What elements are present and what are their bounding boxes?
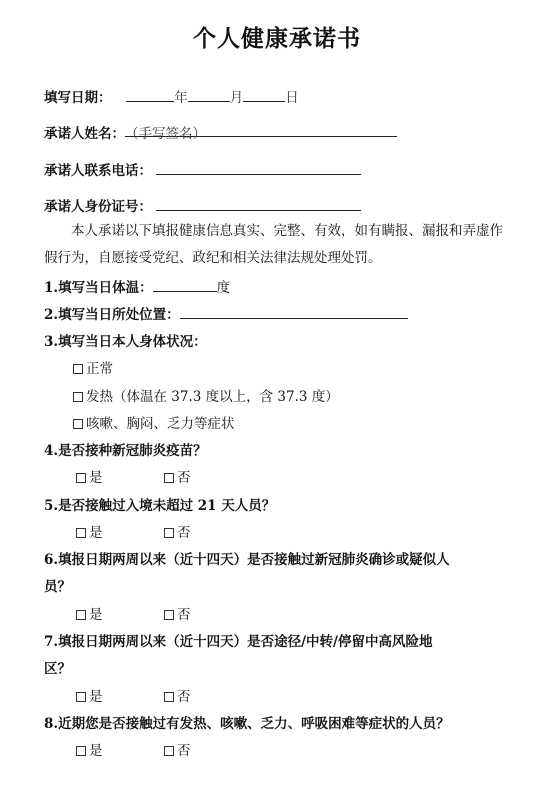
phone-row <box>44 159 361 179</box>
question-6-line1: 6.填报日期两周以来（近十四天）是否接触过新冠肺炎确诊或疑似人 <box>44 552 450 568</box>
question-2 <box>44 303 408 323</box>
day-label: 日 <box>285 90 299 106</box>
yes-label: 是 <box>89 607 103 623</box>
question-8: 8.近期您是否接触过有发热、咳嗽、乏力、呼吸困难等症状的人员？ <box>44 716 450 732</box>
name-label: 承诺人姓名： <box>44 126 125 142</box>
location-field[interactable] <box>180 304 408 319</box>
question-6-line2: 员？ <box>44 579 71 595</box>
q4-yes[interactable] <box>76 466 103 486</box>
q7-no[interactable] <box>164 685 191 705</box>
no-label: 否 <box>177 743 191 759</box>
checkbox-icon[interactable] <box>76 528 86 538</box>
page-title: 个人健康承诺书 <box>193 26 361 52</box>
no-label: 否 <box>177 607 191 623</box>
option-normal[interactable] <box>73 357 113 377</box>
question-7-line1: 7.填报日期两周以来（近十四天）是否途径/中转/停留中高风险地 <box>44 634 433 650</box>
question-1 <box>44 276 230 296</box>
yes-label: 是 <box>89 470 103 486</box>
checkbox-icon[interactable] <box>164 473 174 483</box>
id-row <box>44 195 361 215</box>
checkbox-icon[interactable] <box>164 528 174 538</box>
q7-yes[interactable] <box>76 685 103 705</box>
checkbox-icon[interactable] <box>164 692 174 702</box>
checkbox-icon[interactable] <box>76 473 86 483</box>
question-5: 5.是否接触过入境未超过 21 天人员？ <box>44 498 276 514</box>
q6-yes[interactable] <box>76 603 103 623</box>
id-field[interactable] <box>156 196 361 211</box>
yes-label: 是 <box>89 689 103 705</box>
name-field[interactable] <box>125 122 397 142</box>
checkbox-icon[interactable] <box>76 610 86 620</box>
no-label: 否 <box>177 525 191 541</box>
month-field[interactable] <box>188 87 230 102</box>
phone-field[interactable] <box>156 160 361 175</box>
checkbox-icon[interactable] <box>164 610 174 620</box>
phone-label: 承诺人联系电话： <box>44 163 152 179</box>
checkbox-icon[interactable] <box>76 692 86 702</box>
pledge-text: 本人承诺以下填报健康信息真实、完整、有效，如有瞒报、漏报和弄虚作假行为，自愿接受党纪、政纪和相关法律法规处理处罚。 <box>44 223 503 266</box>
q5-yes[interactable] <box>76 521 103 541</box>
id-label: 承诺人身份证号： <box>44 199 152 215</box>
year-field[interactable] <box>126 87 174 102</box>
q8-no[interactable] <box>164 739 191 759</box>
day-field[interactable] <box>243 87 285 102</box>
no-label: 否 <box>177 689 191 705</box>
yes-label: 是 <box>89 525 103 541</box>
pledge-paragraph <box>44 218 514 272</box>
option-label: 正常 <box>86 361 113 377</box>
option-label: 发热（体温在 37.3 度以上，含 37.3 度） <box>86 389 339 405</box>
option-fever[interactable] <box>73 385 339 405</box>
no-label: 否 <box>177 470 191 486</box>
checkbox-icon[interactable] <box>73 364 83 374</box>
q6-no[interactable] <box>164 603 191 623</box>
checkbox-icon[interactable] <box>76 746 86 756</box>
name-row <box>44 122 397 142</box>
checkbox-icon[interactable] <box>164 746 174 756</box>
yes-label: 是 <box>89 743 103 759</box>
option-label: 咳嗽、胸闷、乏力等症状 <box>86 416 235 432</box>
q1-label: 1.填写当日体温： <box>44 280 153 296</box>
date-row <box>44 86 299 106</box>
q8-yes[interactable] <box>76 739 103 759</box>
year-label: 年 <box>174 90 188 106</box>
question-4: 4.是否接种新冠肺炎疫苗？ <box>44 443 207 459</box>
question-7-line2: 区？ <box>44 661 71 677</box>
date-label: 填写日期： <box>44 90 112 106</box>
checkbox-icon[interactable] <box>73 392 83 402</box>
checkbox-icon[interactable] <box>73 419 83 429</box>
q2-label: 2.填写当日所处位置： <box>44 307 180 323</box>
month-label: 月 <box>229 90 244 106</box>
q1-unit: 度 <box>216 280 231 296</box>
name-hint: （手写签名） <box>125 126 206 142</box>
question-3: 3.填写当日本人身体状况： <box>44 334 207 350</box>
q4-no[interactable] <box>164 466 191 486</box>
temperature-field[interactable] <box>153 277 217 292</box>
q5-no[interactable] <box>164 521 191 541</box>
option-symptoms[interactable] <box>73 412 235 432</box>
